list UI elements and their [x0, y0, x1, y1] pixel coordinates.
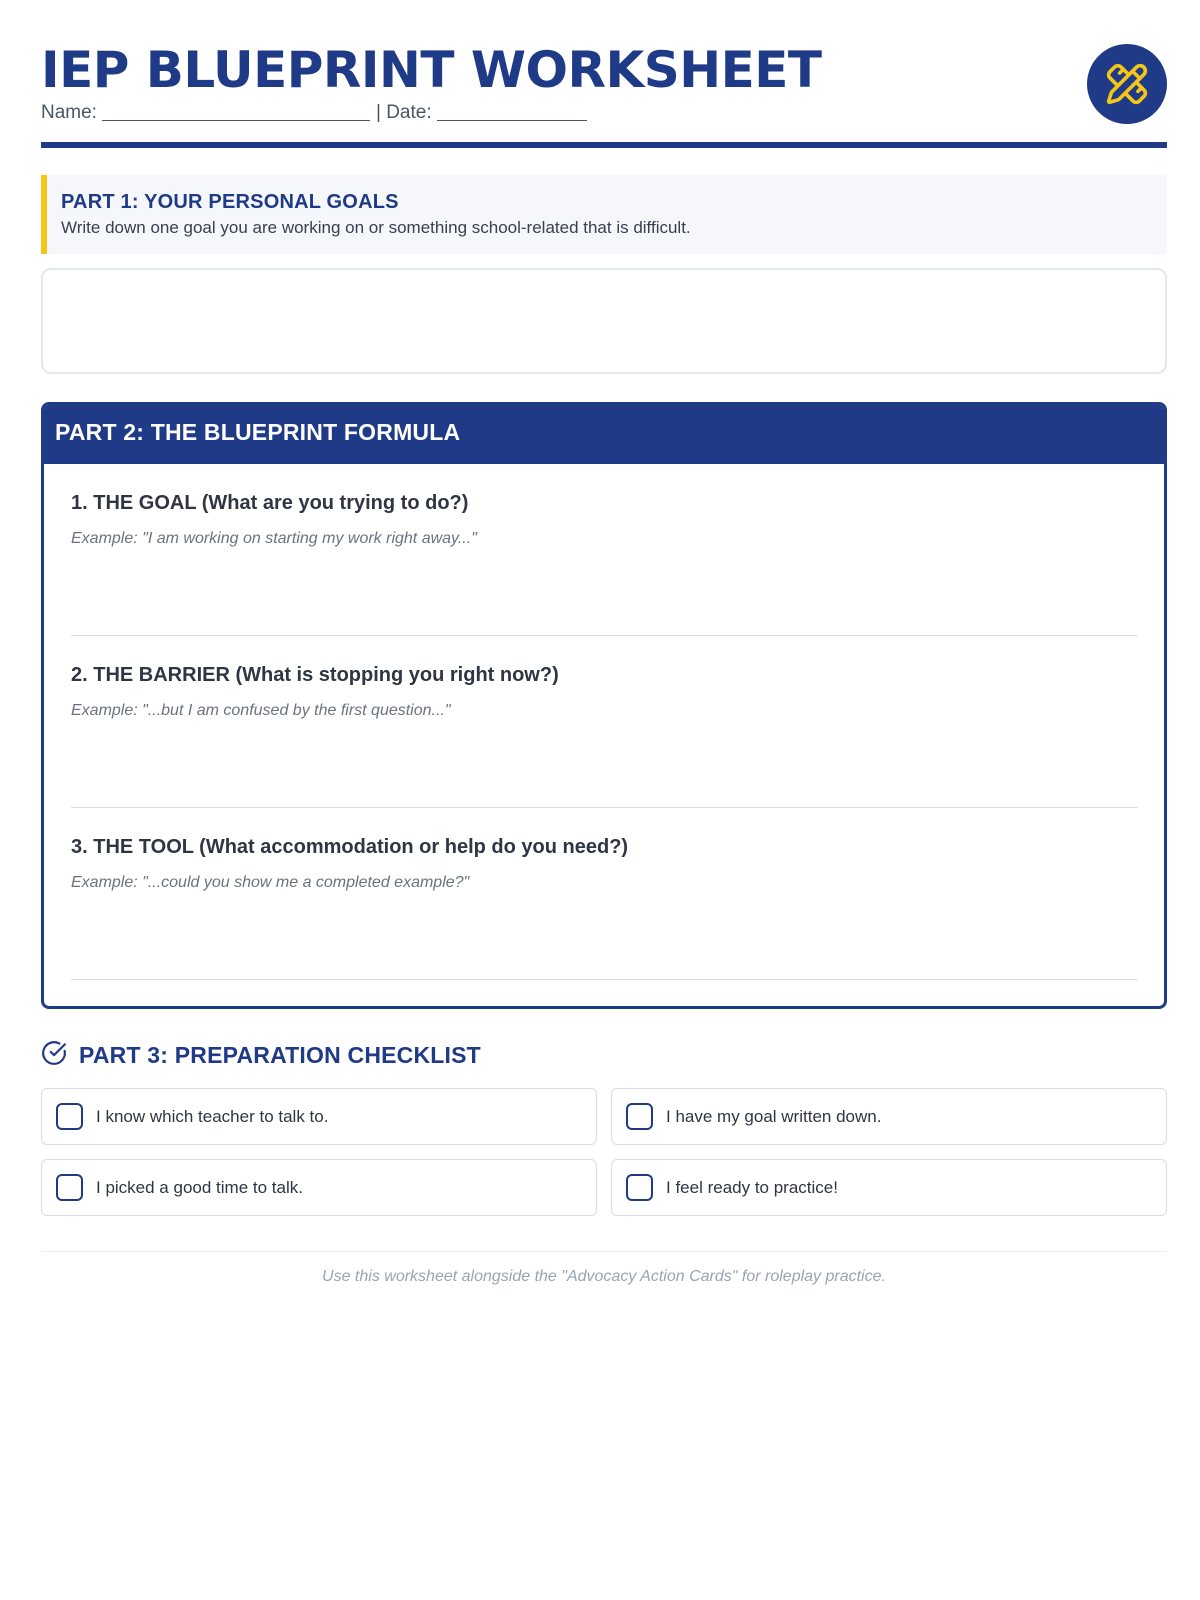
checklist-item[interactable] [41, 1159, 597, 1216]
personal-goal-answer-box[interactable] [41, 268, 1167, 374]
part3-header [41, 1040, 481, 1071]
goal-step-title: 1. THE GOAL (What are you trying to do?) [71, 492, 469, 514]
worksheet-page [41, 0, 1167, 1285]
blueprint-formula-section [41, 402, 1167, 1009]
part2-title: PART 2: THE BLUEPRINT FORMULA [44, 405, 1164, 464]
checklist-item-label: I picked a good time to talk. [96, 1177, 303, 1197]
pencil-ruler-icon [1087, 44, 1167, 124]
checklist-item[interactable] [611, 1088, 1167, 1145]
tool-step[interactable] [71, 808, 1138, 980]
tool-step-example: Example: "...could you show me a completed example?" [71, 874, 470, 891]
barrier-step-example: Example: "...but I am confused by the first question..." [71, 702, 451, 719]
checklist-item-label: I feel ready to practice! [666, 1177, 838, 1197]
goal-step-example: Example: "I am working on starting my work right away..." [71, 530, 477, 547]
checkbox[interactable] [626, 1103, 653, 1130]
checkbox[interactable] [56, 1174, 83, 1201]
name-blank[interactable] [102, 103, 370, 121]
part1-instructions: Write down one goal you are working on or something school-related that is difficult. [61, 218, 691, 237]
part3-title: PART 3: PREPARATION CHECKLIST [79, 1042, 481, 1068]
page-title: IEP BLUEPRINT WORKSHEET [41, 41, 822, 99]
checkbox[interactable] [56, 1103, 83, 1130]
checklist-item[interactable] [41, 1088, 597, 1145]
worksheet-header [41, 0, 1167, 148]
part1-title: PART 1: YOUR PERSONAL GOALS [61, 191, 399, 213]
check-circle-icon [41, 1040, 67, 1071]
name-date-line [41, 102, 587, 124]
name-label: Name: [41, 102, 97, 123]
barrier-step-title: 2. THE BARRIER (What is stopping you right now?) [71, 664, 559, 686]
footer-note: Use this worksheet alongside the "Advocacy Action Cards" for roleplay practice. [322, 1268, 886, 1285]
checkbox[interactable] [626, 1174, 653, 1201]
goal-step[interactable] [71, 464, 1138, 636]
meta-separator: | [375, 102, 381, 123]
date-blank[interactable] [437, 103, 587, 121]
barrier-step[interactable] [71, 636, 1138, 808]
tool-step-title: 3. THE TOOL (What accommodation or help do you need?) [71, 836, 629, 858]
date-label: Date: [386, 102, 432, 123]
checklist-item[interactable] [611, 1159, 1167, 1216]
checklist-item-label: I have my goal written down. [666, 1106, 882, 1126]
part1-header [41, 175, 1167, 254]
footer-divider [41, 1251, 1167, 1252]
checklist-item-label: I know which teacher to talk to. [96, 1106, 329, 1126]
